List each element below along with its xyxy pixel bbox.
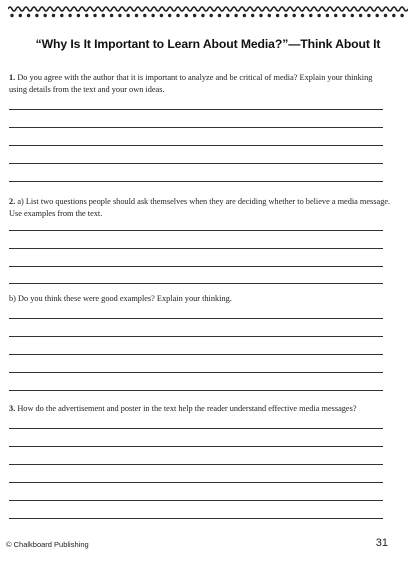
decoration-dot (317, 14, 320, 17)
decoration-dot (334, 14, 337, 17)
answer-line[interactable] (9, 248, 383, 249)
wavy-border-decoration (8, 4, 408, 18)
answer-line[interactable] (9, 372, 383, 373)
decoration-dot (367, 14, 370, 17)
answer-line[interactable] (9, 464, 383, 465)
answer-line[interactable] (9, 428, 383, 429)
decoration-dot (19, 14, 22, 17)
question-text: Do you agree with the author that it is important to analyze and be critical of media? Explain your thinking using details from the text and your own ideas. (9, 73, 373, 94)
publisher-credit: © Chalkboard Publishing (6, 540, 89, 549)
decoration-dot (127, 14, 130, 17)
decoration-dot (351, 14, 354, 17)
decoration-dot (118, 14, 121, 17)
decoration-dot (359, 14, 362, 17)
answer-line[interactable] (9, 354, 383, 355)
decoration-dot (110, 14, 113, 17)
answer-line[interactable] (9, 500, 383, 501)
question-number: 3. (9, 404, 16, 413)
decoration-dot (135, 14, 138, 17)
answer-line[interactable] (9, 266, 383, 267)
decoration-dot (143, 14, 146, 17)
question-text: a) List two questions people should ask themselves when they are deciding whether to believe a media message. Use examples from the text. (9, 197, 391, 218)
decoration-dot (93, 14, 96, 17)
decoration-dot (326, 14, 329, 17)
decoration-dot (284, 14, 287, 17)
question-2a (9, 196, 391, 220)
answer-line[interactable] (9, 109, 383, 110)
decoration-dot (384, 14, 387, 17)
answer-line[interactable] (9, 230, 383, 231)
page-number: 31 (375, 537, 388, 549)
decoration-dot (35, 14, 38, 17)
answer-line[interactable] (9, 446, 383, 447)
answer-line[interactable] (9, 283, 383, 284)
decoration-dot (201, 14, 204, 17)
question-number: 1. (9, 73, 16, 82)
decoration-dot (210, 14, 213, 17)
question-3 (9, 403, 391, 415)
decoration-dot (85, 14, 88, 17)
decoration-dot (151, 14, 154, 17)
decoration-dot (293, 14, 296, 17)
decoration-dot (259, 14, 262, 17)
decoration-dot (268, 14, 271, 17)
question-number: 2. (9, 197, 16, 206)
decoration-dot (226, 14, 229, 17)
decoration-dot (251, 14, 254, 17)
decoration-dot (27, 14, 30, 17)
decoration-dot (301, 14, 304, 17)
decoration-dot (168, 14, 171, 17)
decoration-dot (243, 14, 246, 17)
decoration-dot (276, 14, 279, 17)
decoration-dot (193, 14, 196, 17)
decoration-dot (234, 14, 237, 17)
answer-line[interactable] (9, 390, 383, 391)
page-title: “Why Is It Important to Learn About Media?”—Think About It (35, 37, 381, 51)
question-text: How do the advertisement and poster in the text help the reader understand effective media messages? (17, 404, 357, 413)
answer-line[interactable] (9, 127, 383, 128)
decoration-dot (309, 14, 312, 17)
question-text: b) Do you think these were good examples? Explain your thinking. (9, 294, 232, 303)
decoration-dot (176, 14, 179, 17)
decoration-dot (10, 14, 13, 17)
answer-line[interactable] (9, 318, 383, 319)
answer-line[interactable] (9, 145, 383, 146)
decoration-dot (376, 14, 379, 17)
question-1 (9, 72, 391, 96)
decoration-dot (400, 14, 403, 17)
decoration-dot (102, 14, 105, 17)
answer-line[interactable] (9, 181, 383, 182)
answer-line[interactable] (9, 482, 383, 483)
decoration-dot (52, 14, 55, 17)
decoration-dot (392, 14, 395, 17)
answer-line[interactable] (9, 163, 383, 164)
decoration-dot (342, 14, 345, 17)
answer-line[interactable] (9, 336, 383, 337)
decoration-dot (68, 14, 71, 17)
decoration-dot (44, 14, 47, 17)
decoration-dot (60, 14, 63, 17)
decoration-dot (77, 14, 80, 17)
decoration-dot (160, 14, 163, 17)
question-2b (9, 293, 391, 305)
decoration-dot (185, 14, 188, 17)
answer-line[interactable] (9, 518, 383, 519)
decoration-dot (218, 14, 221, 17)
